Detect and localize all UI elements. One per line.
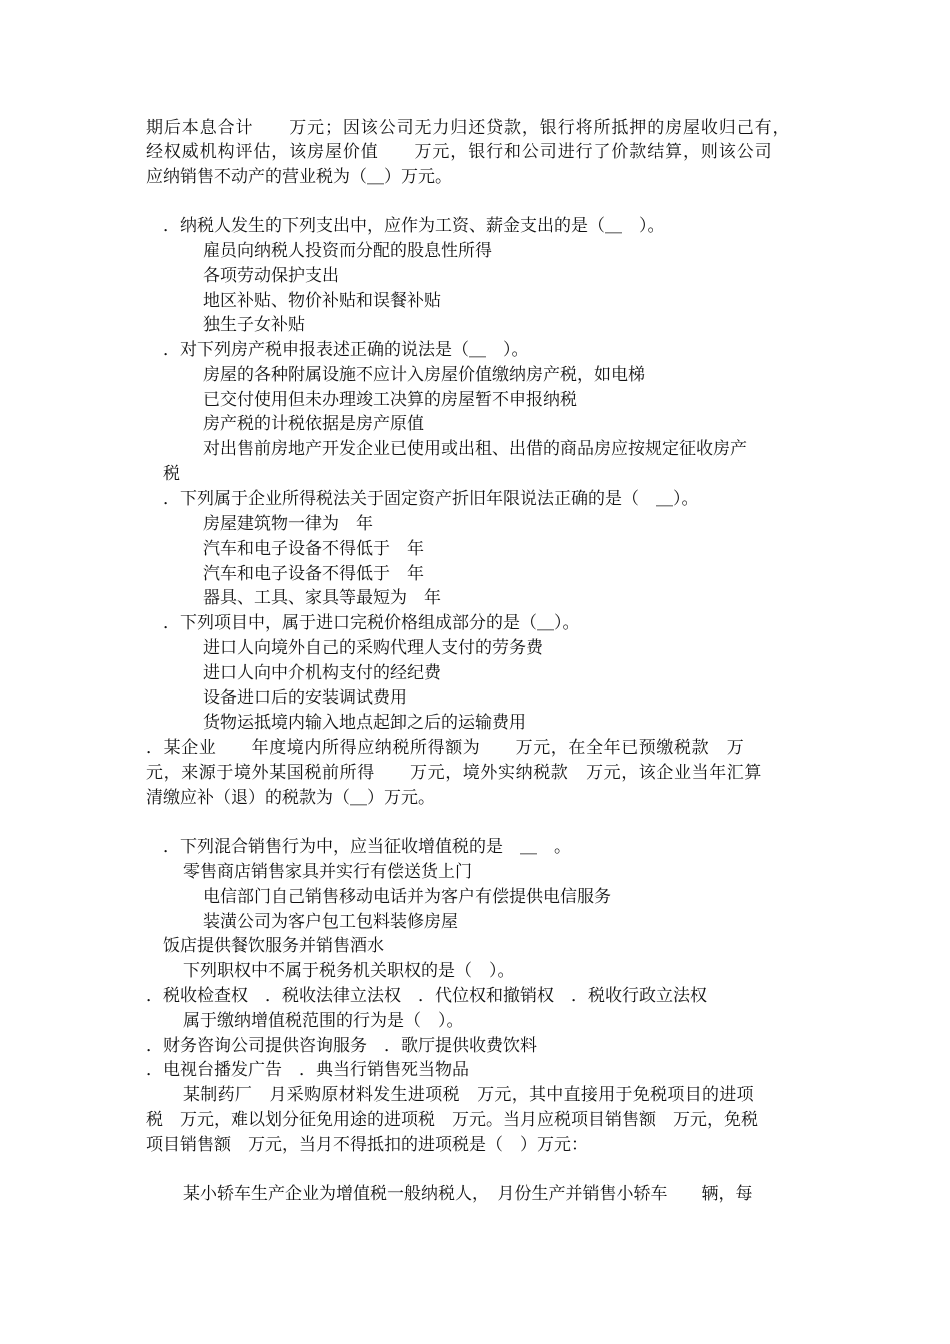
option-line: ．电视台播发广告 ．典当行销售死当物品 <box>146 1060 469 1080</box>
option-line: 进口人向境外自己的采购代理人支付的劳务费 <box>203 638 543 658</box>
text-line: 应纳销售不动产的营业税为（＿）万元。 <box>146 167 452 187</box>
option-line: 房屋的各种附属设施不应计入房屋价值缴纳房产税，如电梯 <box>203 365 645 385</box>
option-line: 器具、工具、家具等最短为 年 <box>203 588 441 608</box>
option-line: 已交付使用但未办理竣工决算的房屋暂不申报纳税 <box>203 390 577 410</box>
option-line: 雇员向纳税人投资而分配的股息性所得 <box>203 241 492 261</box>
text-line: 元，来源于境外某国税前所得 万元，境外实纳税款 万元，该企业当年汇算 <box>146 763 762 783</box>
option-line: 税 <box>163 464 180 484</box>
question-line: ．对下列房产税申报表述正确的说法是（＿ ）。 <box>163 340 529 360</box>
option-line: 饭店提供餐饮服务并销售酒水 <box>163 936 384 956</box>
option-line: 独生子女补贴 <box>203 315 305 335</box>
text-line: 税 万元，难以划分征免用途的进项税 万元。当月应税项目销售额 万元，免税 <box>146 1110 758 1130</box>
option-line: 各项劳动保护支出 <box>203 266 339 286</box>
option-line: 进口人向中介机构支付的经纪费 <box>203 663 441 683</box>
question-line: ．下列属于企业所得税法关于固定资产折旧年限说法正确的是（ ＿）。 <box>163 489 699 509</box>
option-line: 货物运抵境内输入地点起卸之后的运输费用 <box>203 713 526 733</box>
option-line: 零售商店销售家具并实行有偿送货上门 <box>183 862 472 882</box>
option-line: 地区补贴、物价补贴和误餐补贴 <box>203 291 441 311</box>
text-line: 期后本息合计 万元；因该公司无力归还贷款，银行将所抵押的房屋收归己有， <box>146 118 791 138</box>
option-line: 房屋建筑物一律为 年 <box>203 514 373 534</box>
option-line: ．财务咨询公司提供咨询服务 ．歌厅提供收费饮料 <box>146 1036 537 1056</box>
question-line: ．下列混合销售行为中，应当征收增值税的是 ＿ 。 <box>163 837 571 857</box>
option-line: ．税收检查权 ．税收法律立法权 ．代位权和撤销权 ．税收行政立法权 <box>146 986 707 1006</box>
option-line: 装潢公司为客户包工包料装修房屋 <box>203 912 458 932</box>
option-line: 汽车和电子设备不得低于 年 <box>203 564 424 584</box>
question-line: 某小轿车生产企业为增值税一般纳税人， 月份生产并销售小轿车 辆，每 <box>183 1184 753 1204</box>
question-line: 属于缴纳增值税范围的行为是（ ）。 <box>183 1011 464 1031</box>
question-line: ．下列项目中，属于进口完税价格组成部分的是（＿）。 <box>163 613 580 633</box>
text-line: 项目销售额 万元，当月不得抵扣的进项税是（ ）万元： <box>146 1135 588 1155</box>
option-line: 汽车和电子设备不得低于 年 <box>203 539 424 559</box>
question-line: ．某企业 年度境内所得应纳税所得额为 万元，在全年已预缴税款 万 <box>146 738 745 758</box>
option-line: 电信部门自己销售移动电话并为客户有偿提供电信服务 <box>203 887 611 907</box>
option-line: 对出售前房地产开发企业已使用或出租、出借的商品房应按规定征收房产 <box>203 439 747 459</box>
option-line: 房产税的计税依据是房产原值 <box>203 414 424 434</box>
option-line: 设备进口后的安装调试费用 <box>203 688 407 708</box>
text-line: 经权威机构评估，该房屋价值 万元，银行和公司进行了价款结算，则该公司 <box>146 142 773 162</box>
question-line: ．纳税人发生的下列支出中，应作为工资、薪金支出的是（＿ ）。 <box>163 216 665 236</box>
question-line: 下列职权中不属于税务机关职权的是（ ）。 <box>183 961 515 981</box>
text-line: 清缴应补（退）的税款为（＿）万元。 <box>146 788 435 808</box>
question-line: 某制药厂 月采购原材料发生进项税 万元，其中直接用于免税项目的进项 <box>183 1085 754 1105</box>
